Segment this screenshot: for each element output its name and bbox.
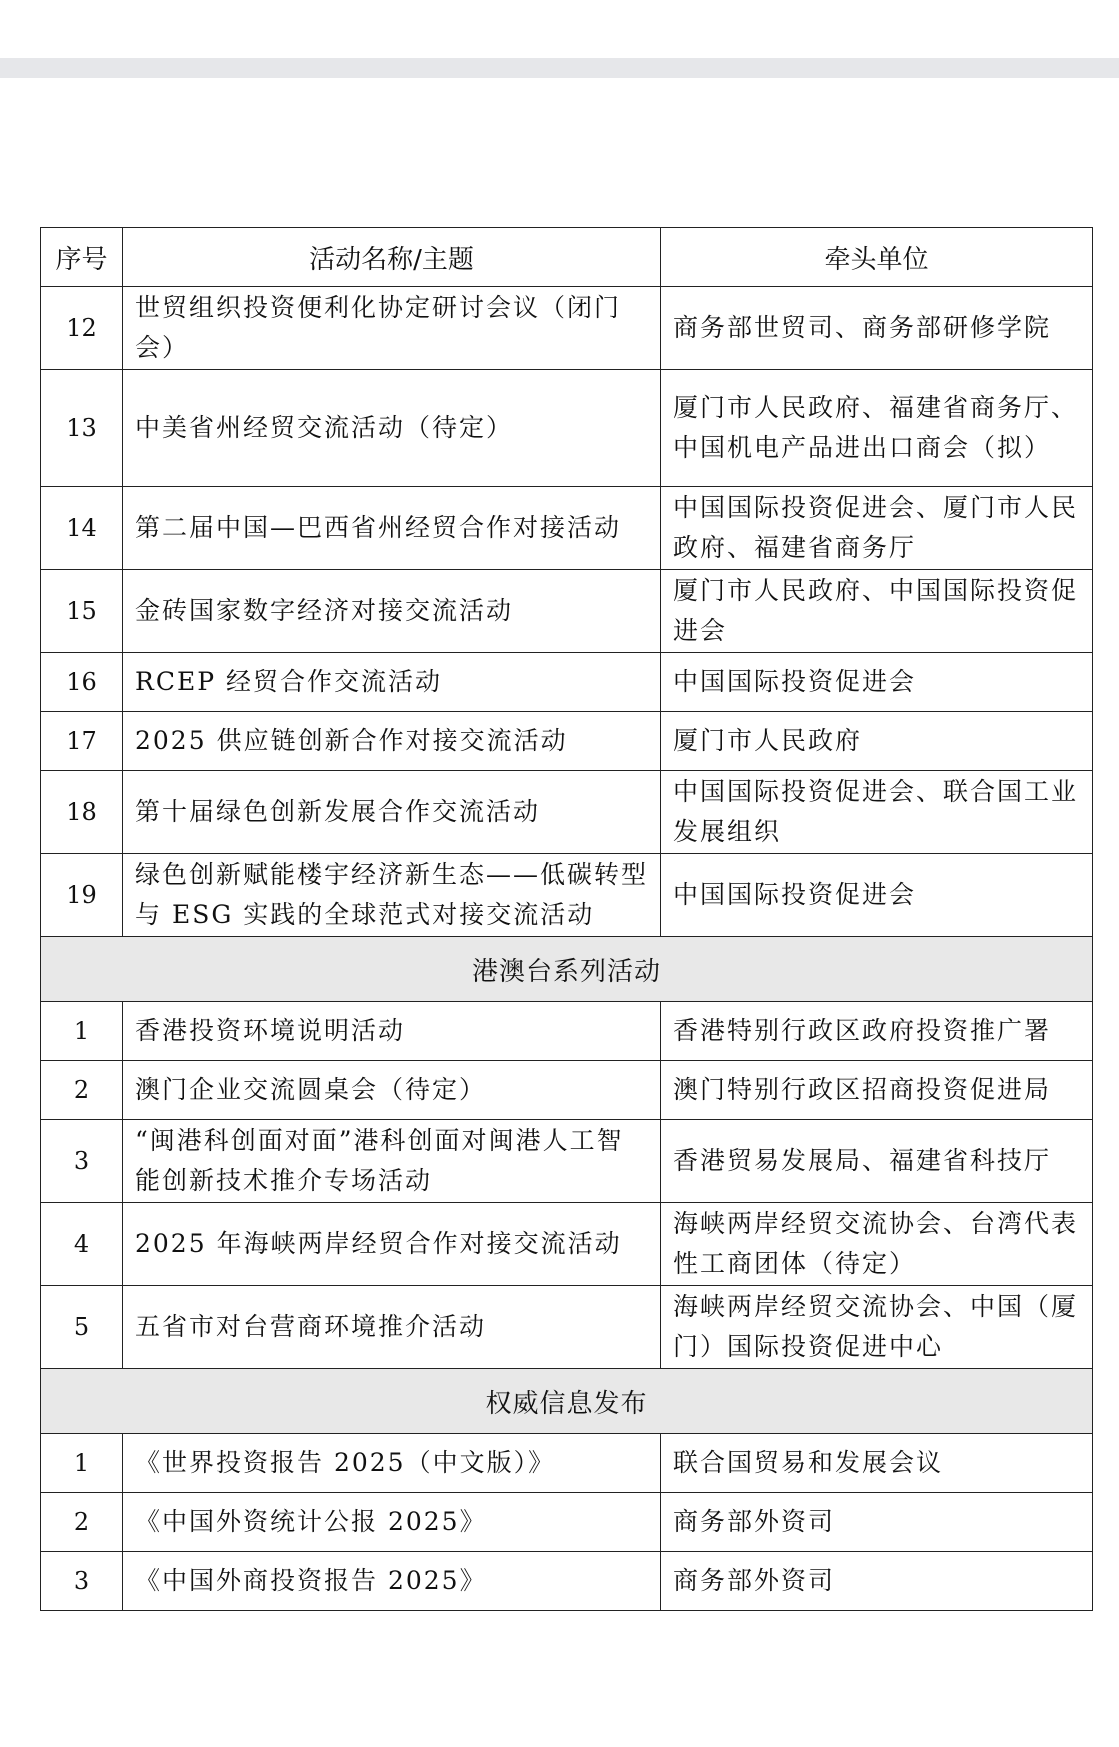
row-activity: 2025 年海峡两岸经贸合作对接交流活动 (123, 1203, 661, 1286)
row-organizer: 厦门市人民政府、福建省商务厅、中国机电产品进出口商会（拟） (661, 370, 1093, 487)
row-activity: 澳门企业交流圆桌会（待定） (123, 1061, 661, 1120)
table-row (41, 1286, 1093, 1369)
row-activity: 世贸组织投资便利化协定研讨会议（闭门会） (123, 287, 661, 370)
row-activity: 第十届绿色创新发展合作交流活动 (123, 771, 661, 854)
table-row (41, 1061, 1093, 1120)
row-number: 3 (41, 1552, 123, 1611)
row-organizer: 中国国际投资促进会 (661, 854, 1093, 937)
row-organizer: 香港贸易发展局、福建省科技厅 (661, 1120, 1093, 1203)
row-activity: 中美省州经贸交流活动（待定） (123, 370, 661, 487)
row-organizer: 联合国贸易和发展会议 (661, 1434, 1093, 1493)
header-index: 序号 (41, 228, 123, 287)
row-organizer: 商务部外资司 (661, 1552, 1093, 1611)
row-organizer: 澳门特别行政区招商投资促进局 (661, 1061, 1093, 1120)
row-number: 13 (41, 370, 123, 487)
row-organizer: 中国国际投资促进会、联合国工业发展组织 (661, 771, 1093, 854)
row-activity: “闽港科创面对面”港科创面对闽港人工智能创新技术推介专场活动 (123, 1120, 661, 1203)
row-number: 12 (41, 287, 123, 370)
row-activity: RCEP 经贸合作交流活动 (123, 653, 661, 712)
row-number: 19 (41, 854, 123, 937)
row-organizer: 中国国际投资促进会、厦门市人民政府、福建省商务厅 (661, 487, 1093, 570)
table-header-row (41, 228, 1093, 287)
row-activity: 《中国外资统计公报 2025》 (123, 1493, 661, 1552)
table-row (41, 370, 1093, 487)
table-row (41, 1002, 1093, 1061)
row-organizer: 香港特别行政区政府投资推广署 (661, 1002, 1093, 1061)
activity-table (40, 227, 1093, 1611)
section-header-row (41, 1369, 1093, 1434)
row-number: 3 (41, 1120, 123, 1203)
row-activity: 2025 供应链创新合作对接交流活动 (123, 712, 661, 771)
row-activity: 《世界投资报告 2025（中文版）》 (123, 1434, 661, 1493)
table-row (41, 570, 1093, 653)
table-row (41, 1120, 1093, 1203)
row-organizer: 中国国际投资促进会 (661, 653, 1093, 712)
table-row (41, 712, 1093, 771)
top-scroll-band (0, 58, 1119, 78)
row-number: 1 (41, 1002, 123, 1061)
row-activity: 《中国外商投资报告 2025》 (123, 1552, 661, 1611)
row-organizer: 商务部世贸司、商务部研修学院 (661, 287, 1093, 370)
row-organizer: 厦门市人民政府、中国国际投资促进会 (661, 570, 1093, 653)
table-row (41, 854, 1093, 937)
row-organizer: 海峡两岸经贸交流协会、台湾代表性工商团体（待定） (661, 1203, 1093, 1286)
row-activity: 香港投资环境说明活动 (123, 1002, 661, 1061)
row-number: 5 (41, 1286, 123, 1369)
row-activity: 五省市对台营商环境推介活动 (123, 1286, 661, 1369)
row-activity: 绿色创新赋能楼宇经济新生态——低碳转型与 ESG 实践的全球范式对接交流活动 (123, 854, 661, 937)
header-activity: 活动名称/主题 (123, 228, 661, 287)
table-row (41, 1552, 1093, 1611)
table-row (41, 1203, 1093, 1286)
row-number: 15 (41, 570, 123, 653)
row-organizer: 商务部外资司 (661, 1493, 1093, 1552)
row-number: 4 (41, 1203, 123, 1286)
table-row (41, 1434, 1093, 1493)
table-row (41, 1493, 1093, 1552)
table-row (41, 653, 1093, 712)
row-organizer: 海峡两岸经贸交流协会、中国（厦门）国际投资促进中心 (661, 1286, 1093, 1369)
row-number: 16 (41, 653, 123, 712)
header-organizer: 牵头单位 (661, 228, 1093, 287)
row-number: 2 (41, 1493, 123, 1552)
row-number: 17 (41, 712, 123, 771)
row-number: 18 (41, 771, 123, 854)
row-activity: 第二届中国—巴西省州经贸合作对接活动 (123, 487, 661, 570)
section-title-release: 权威信息发布 (41, 1369, 1093, 1434)
row-organizer: 厦门市人民政府 (661, 712, 1093, 771)
row-number: 2 (41, 1061, 123, 1120)
row-number: 1 (41, 1434, 123, 1493)
section-header-row (41, 937, 1093, 1002)
table-row (41, 287, 1093, 370)
table-row (41, 771, 1093, 854)
row-number: 14 (41, 487, 123, 570)
section-title-hkmt: 港澳台系列活动 (41, 937, 1093, 1002)
row-activity: 金砖国家数字经济对接交流活动 (123, 570, 661, 653)
table-row (41, 487, 1093, 570)
